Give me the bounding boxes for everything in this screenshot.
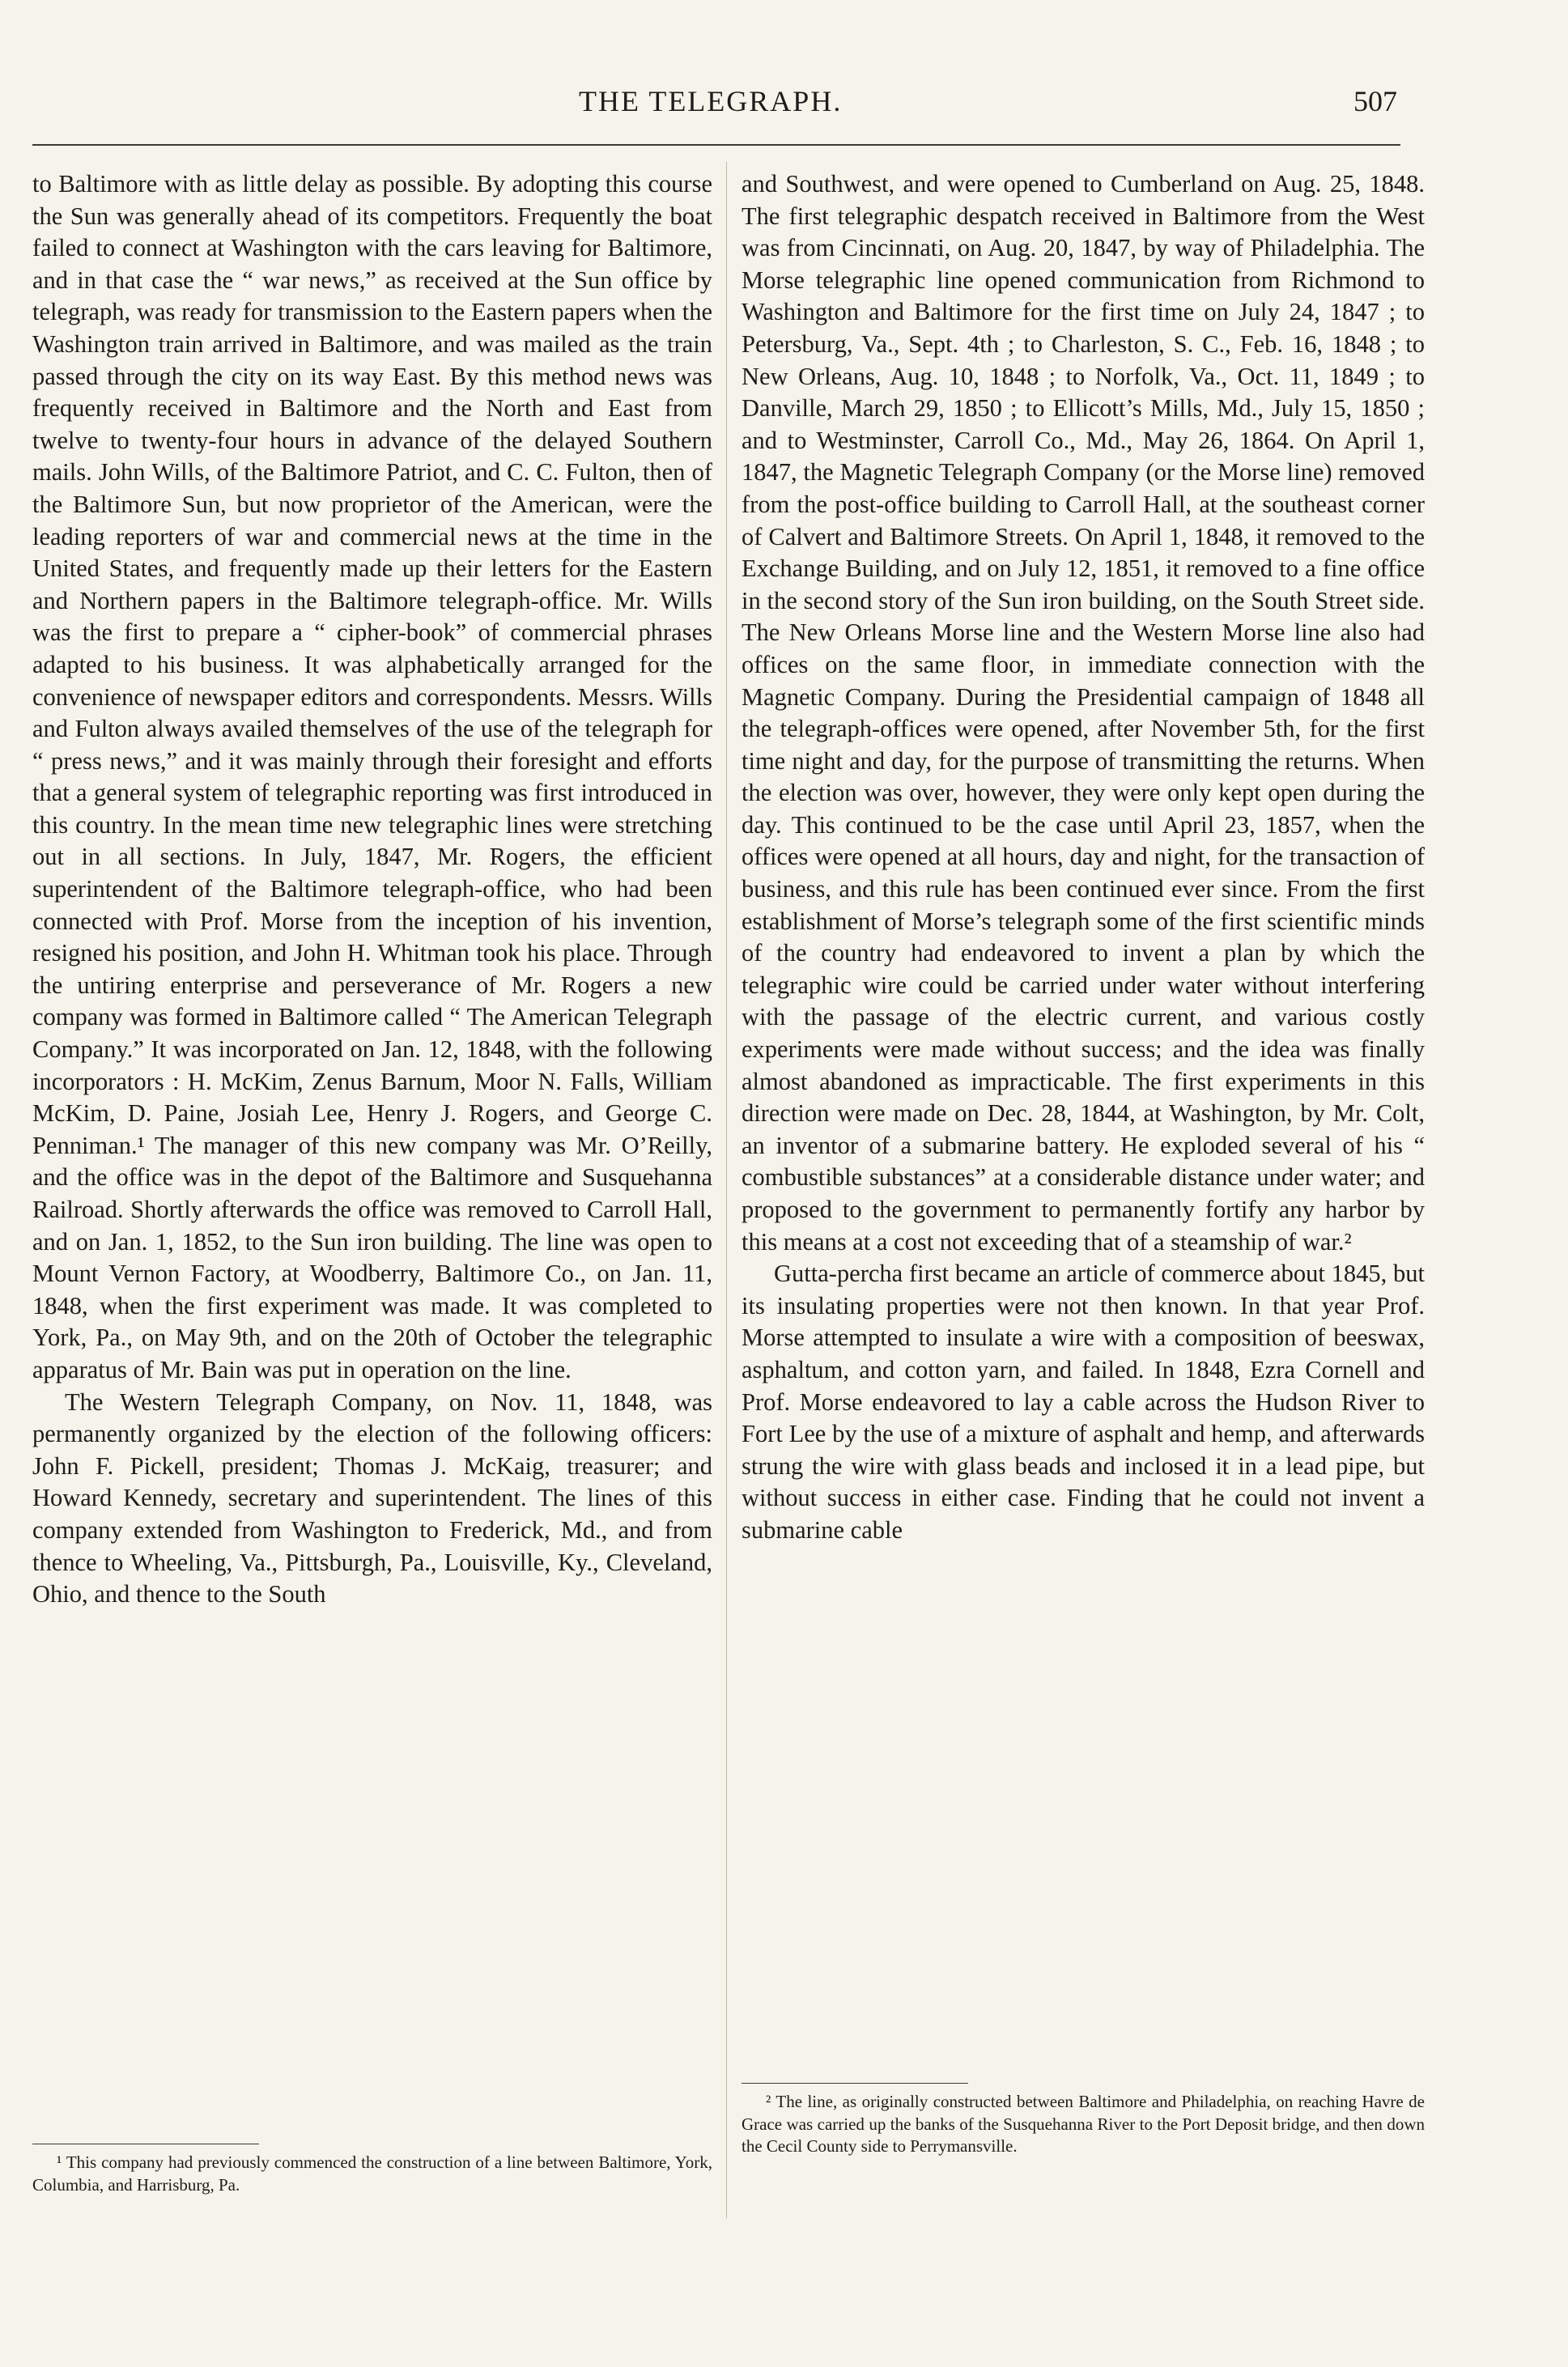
footnote-2: ² The line, as originally constructed between Baltimore and Philadelphia, on reaching Havre de Grace was carried up the banks of the Susquehanna River to the Port Deposit bridge, and then down the Cecil County side to Perrymansville.: [742, 2092, 1425, 2156]
right-paragraph-2: Gutta-percha first became an article of commerce about 1845, but its insulating properties were not then known. In that year Prof. Morse attempted to insulate a wire with a composition of beeswax, asphaltum, and cotton yarn, and failed. In 1848, Ezra Cornell and Prof. Morse endeavored to lay a cable across the Hudson River to Fort Lee by the use of a mixture of asphalt and hemp, and afterwards strung the wire with glass beads and inclosed it in a lead pipe, but without success in either case. Finding that he could not invent a submarine cable: [742, 1260, 1425, 1544]
right-footnote: [742, 2091, 1425, 2158]
page-header: [32, 81, 1409, 130]
right-footnote-rule: [742, 2083, 968, 2084]
column-divider: [726, 162, 727, 2218]
left-paragraph-2: The Western Telegraph Company, on Nov. 11, 1848, was permanently organized by the election of the following officers: John F. Pickell, president; Thomas J. McKaig, treasurer; and Howard Kennedy, secretary and superintendent. The lines of this company extended from Washington to Frederick, Md., and from thence to Wheeling, Va., Pittsburgh, Pa., Louisville, Ky., Cleveland, Ohio, and thence to the South: [32, 1387, 712, 1608]
left-column: [32, 168, 712, 1611]
page-number: 507: [1353, 85, 1397, 117]
left-footnote: [32, 2152, 712, 2196]
running-title: THE TELEGRAPH.: [579, 85, 843, 117]
right-paragraph-1: and Southwest, and were opened to Cumberland on Aug. 25, 1848. The first telegraphic despatch received in Baltimore from the West was from Cincinnati, on Aug. 20, 1847, by way of Philadelphia. The Morse telegraphic line opened communication from Richmond to Washington and Baltimore for the first time on July 24, 1847 ; to Petersburg, Va., Sept. 4th ; to Charleston, S. C., Feb. 16, 1848 ; to New Orleans, Aug. 10, 1848 ; to Norfolk, Va., Oct. 11, 1849 ; to Danville, March 29, 1850 ; to Ellicott’s Mills, Md., July 15, 1850 ; and to Westminster, Carroll Co., Md., May 26, 1864. On April 1, 1847, the Magnetic Telegraph Company (or the Morse line) removed from the post-office building to Carroll Hall, at the southeast corner of Calvert and Baltimore Streets. On April 1, 1848, it removed to the Exchange Building, and on July 12, 1851, it removed to a fine office in the second story of the Sun iron building, on the South Street side. The New Orleans Morse line and the Western Morse line also had offices on the same floor, in immediate connection with the Magnetic Company. During the Presidential campaign of 1848 all the telegraph-offices were opened, after November 5th, for the first time night and day, for the purpose of transmitting the returns. When the election was over, however, they were only kept open during the day. This continued to be the case until April 23, 1857, when the offices were opened at all hours, day and night, for the transaction of business, and this rule has been continued ever since. From the first establishment of Morse’s telegraph some of the first scientific minds of the country had endeavored to invent a plan by which the telegraphic wire could be carried under water without interfering with the passage of the electric current, and various costly experiments were made without success; and the idea was finally almost abandoned as impracticable. The first experiments in this direction were made on Dec. 28, 1844, at Washington, by Mr. Colt, an inventor of a submarine battery. He exploded several of his “ combustible substances” at a considerable distance under water; and proposed to the government to permanently fortify any harbor by this means at a cost not exceeding that of a steamship of war.²: [742, 170, 1425, 1256]
left-paragraph-1: to Baltimore with as little delay as possible. By adopting this course the Sun was generally ahead of its competitors. Frequently the boat failed to connect at Washington with the cars leaving for Baltimore, and in that case the “ war news,” as received at the Sun office by telegraph, was ready for transmission to the Eastern papers when the Washington train arrived in Baltimore, and was mailed as the train passed through the city on its way East. By this method news was frequently received in Baltimore and the North and East from twelve to twenty-four hours in advance of the delayed Southern mails. John Wills, of the Baltimore Patriot, and C. C. Fulton, then of the Baltimore Sun, but now proprietor of the American, were the leading reporters of war and commercial news at the time in the United States, and frequently made up their letters for the Eastern and Northern papers in the Baltimore telegraph-office. Mr. Wills was the first to prepare a “ cipher-book” of commercial phrases adapted to his business. It was alphabetically arranged for the convenience of newspaper editors and correspondents. Messrs. Wills and Fulton always availed themselves of the use of the telegraph for “ press news,” and it was mainly through their foresight and efforts that a general system of telegraphic reporting was first introduced in this country. In the mean time new telegraphic lines were stretching out in all sections. In July, 1847, Mr. Rogers, the efficient superintendent of the Baltimore telegraph-office, who had been connected with Prof. Morse from the inception of his invention, resigned his position, and John H. Whitman took his place. Through the untiring enterprise and perseverance of Mr. Rogers a new company was formed in Baltimore called “ The American Telegraph Company.” It was incorporated on Jan. 12, 1848, with the following incorporators : H. McKim, Zenus Barnum, Moor N. Falls, William McKim, D. Paine, Josiah Lee, Henry J. Rogers, and George C. Penniman.¹ The manager of this new company was Mr. O’Reilly, and the office was in the depot of the Baltimore and Susquehanna Railroad. Shortly afterwards the office was removed to Carroll Hall, and on Jan. 1, 1852, to the Sun iron building. The line was open to Mount Vernon Factory, at Woodberry, Baltimore Co., on Jan. 11, 1848, when the first experiment was made. It was completed to York, Pa., on May 9th, and on the 20th of October the telegraphic apparatus of Mr. Bain was put in operation on the line.: [32, 170, 712, 1383]
footnote-1: ¹ This company had previously commenced the construction of a line between Baltimore, York, Columbia, and Harrisburg, Pa.: [32, 2152, 712, 2195]
header-rule: [32, 144, 1400, 146]
right-column: [742, 168, 1425, 1547]
